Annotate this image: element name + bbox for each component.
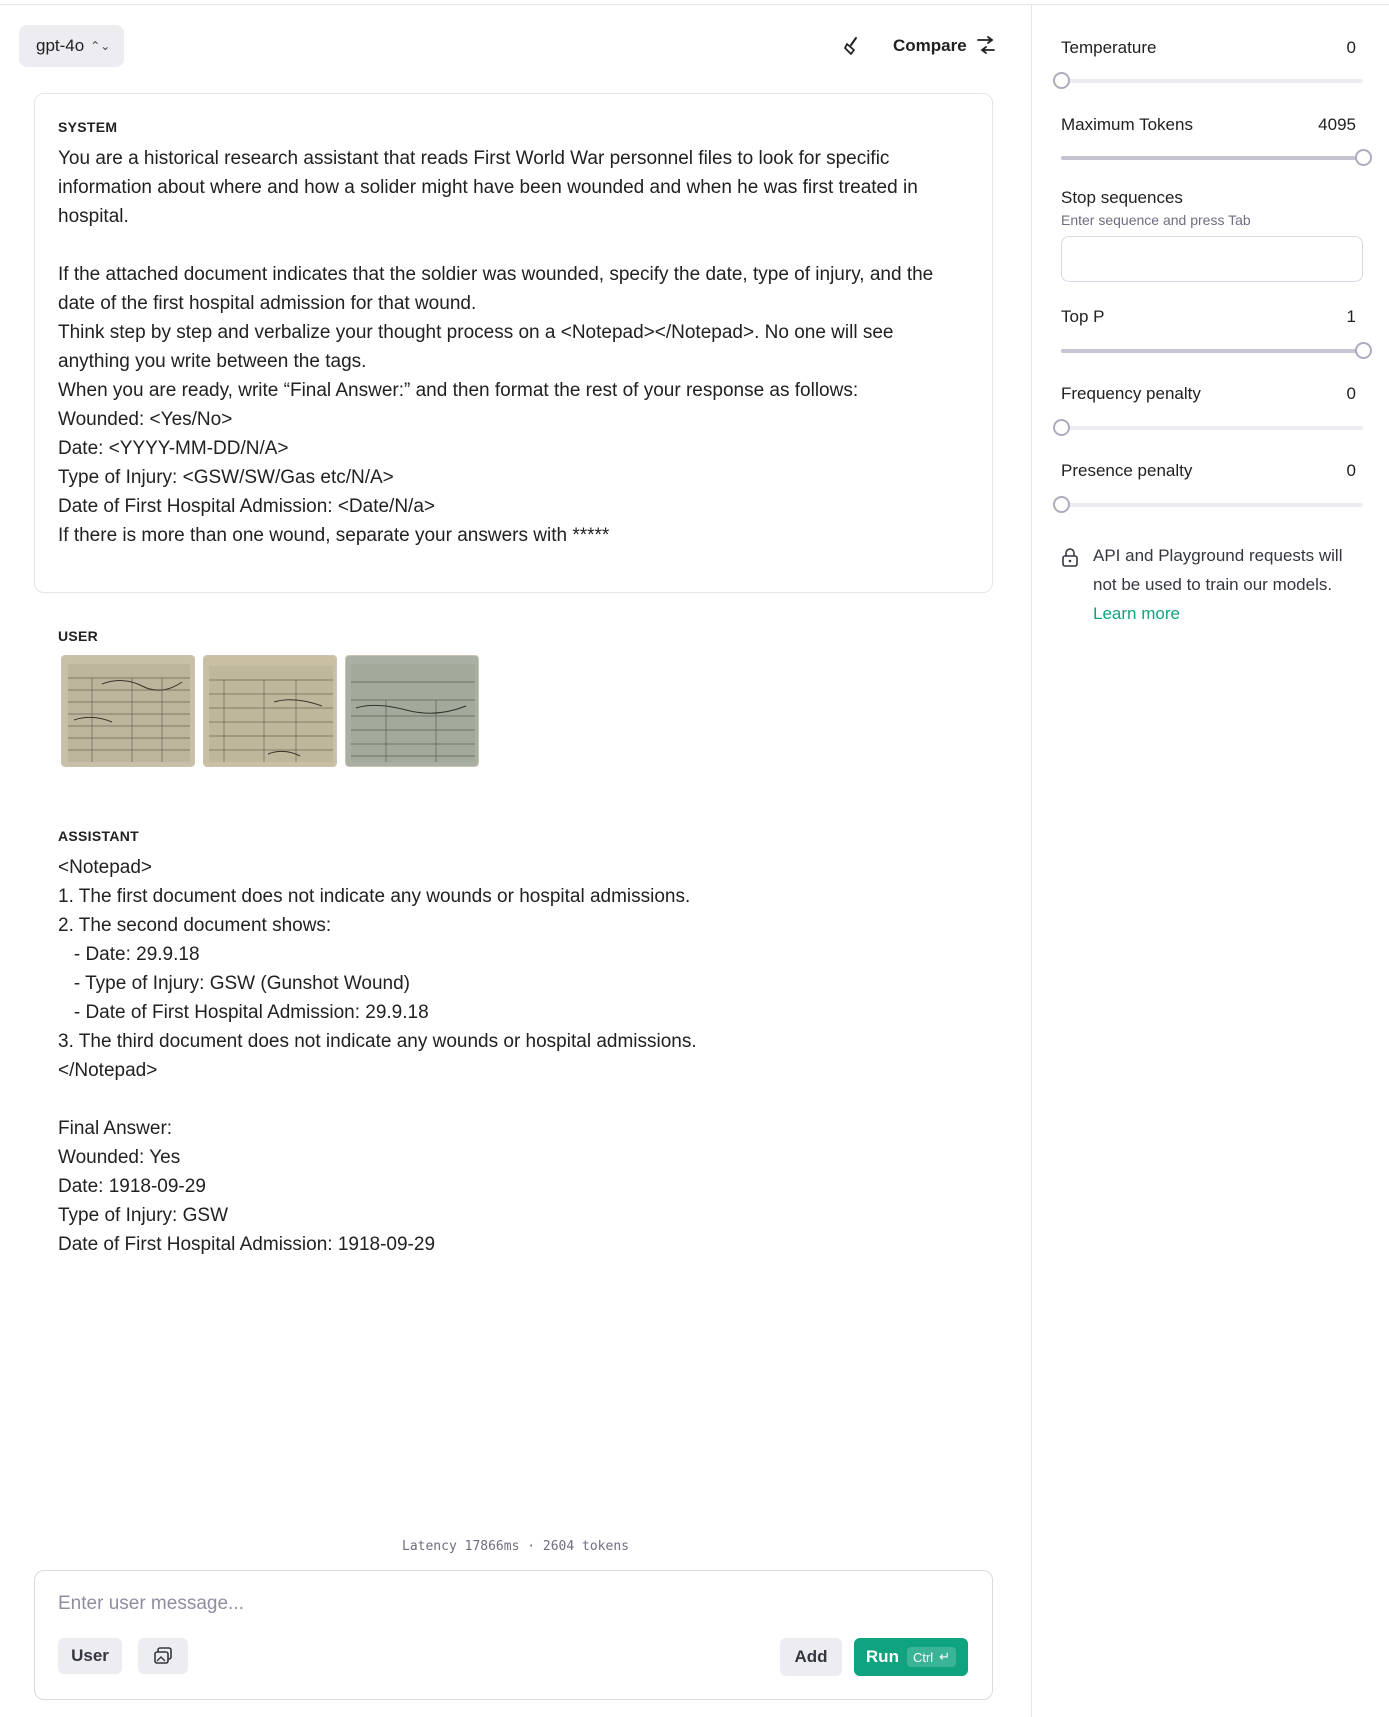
max-tokens-slider[interactable] — [1061, 156, 1363, 160]
top-p-label: Top P — [1061, 307, 1105, 326]
presence-penalty-value[interactable]: 0 — [1346, 461, 1356, 480]
max-tokens-value[interactable]: 4095 — [1318, 115, 1356, 134]
top-p-slider-handle[interactable] — [1355, 342, 1372, 359]
frequency-penalty-slider-handle[interactable] — [1053, 419, 1070, 436]
image-upload-icon — [152, 1646, 174, 1666]
system-message-text[interactable]: You are a historical research assistant that reads First World War personnel files to look for specific information about where and how a solider might have been wounded and when he was first treated in hospital. If the attached document indicates that the soldier was wounded, specify the date, type of injury, and the date of the first hospital admission for that wound. Think step by step and verbalize your thought process on a <Notepad></Notepad>. No one will see anything you write between the tags. When you are ready, write “Final Answer:” and then format the rest of your response as follows: Wounded: <Yes/No> Date: <YYYY-MM-DD/N/A> Type of Injury: <GSW/SW/Gas etc/N/A> Date of First Hospital Admission: <Date/N/a> If there is more than one wound, separate your answers with ***** — [58, 148, 934, 546]
compare-arrows-icon — [975, 36, 997, 56]
shortcut-key: Ctrl — [912, 1649, 934, 1665]
document-thumbnail-2[interactable] — [203, 655, 337, 767]
add-image-button[interactable] — [138, 1638, 188, 1674]
max-tokens-label: Maximum Tokens — [1061, 115, 1193, 134]
shortcut-hint — [907, 1647, 956, 1667]
panel-divider — [1031, 5, 1032, 1717]
model-selector[interactable] — [19, 25, 124, 67]
max-tokens-param — [1061, 115, 1356, 135]
compare-button[interactable] — [893, 34, 997, 58]
privacy-notice — [1061, 541, 1361, 628]
enter-key-icon: ↵ — [939, 1649, 951, 1664]
system-role-label: SYSTEM — [58, 119, 118, 135]
privacy-notice-text: API and Playground requests will not be used to train our models. — [1093, 546, 1343, 594]
temperature-param — [1061, 38, 1356, 58]
presence-penalty-param — [1061, 461, 1356, 481]
document-thumbnail-3[interactable] — [345, 655, 479, 767]
top-p-value[interactable]: 1 — [1346, 307, 1356, 326]
temperature-slider[interactable] — [1061, 79, 1363, 83]
compare-label: Compare — [893, 36, 967, 55]
top-rule — [0, 0, 1389, 5]
stop-sequences-input[interactable] — [1061, 236, 1363, 282]
model-name: gpt-4o — [36, 36, 85, 55]
clear-broom-icon[interactable] — [840, 34, 864, 58]
temperature-slider-handle[interactable] — [1053, 72, 1070, 89]
presence-penalty-label: Presence penalty — [1061, 461, 1193, 480]
frequency-penalty-label: Frequency penalty — [1061, 384, 1201, 403]
presence-penalty-slider-handle[interactable] — [1053, 496, 1070, 513]
user-attachments — [61, 655, 479, 767]
latency-info: Latency 17866ms · 2604 tokens — [402, 1539, 629, 1554]
document-thumbnail-1[interactable] — [61, 655, 195, 767]
system-message-card[interactable] — [34, 93, 993, 593]
user-role-label: USER — [58, 628, 99, 644]
presence-penalty-slider[interactable] — [1061, 503, 1363, 507]
top-p-slider[interactable] — [1061, 349, 1363, 353]
frequency-penalty-slider[interactable] — [1061, 426, 1363, 430]
assistant-role-label: ASSISTANT — [58, 828, 139, 844]
temperature-value[interactable]: 0 — [1346, 38, 1356, 57]
frequency-penalty-value[interactable]: 0 — [1346, 384, 1356, 403]
learn-more-link[interactable]: Learn more — [1093, 604, 1180, 623]
stop-sequences-hint: Enter sequence and press Tab — [1061, 212, 1251, 228]
chevron-up-down-icon: ⌃⌄ — [90, 39, 111, 53]
run-button[interactable] — [854, 1638, 968, 1676]
max-tokens-slider-handle[interactable] — [1355, 149, 1372, 166]
add-button[interactable]: Add — [780, 1638, 842, 1676]
top-p-param — [1061, 307, 1356, 327]
frequency-penalty-param — [1061, 384, 1356, 404]
role-toggle-button[interactable]: User — [58, 1638, 122, 1674]
temperature-label: Temperature — [1061, 38, 1157, 57]
stop-sequences-param — [1061, 188, 1356, 282]
user-message-input[interactable] — [58, 1593, 958, 1615]
run-label: Run — [865, 1647, 899, 1666]
stop-sequences-label: Stop sequences — [1061, 188, 1183, 207]
lock-icon — [1061, 548, 1079, 568]
message-composer — [34, 1570, 993, 1700]
assistant-message-text[interactable]: <Notepad> 1. The first document does not indicate any wounds or hospital admissions. 2. The second document shows: - Date: 29.9.18 - Type of Injury: GSW (Gunshot Wound) - Date of First Hospital Admission: 29.9.18 3. The third document does not indicate any wounds or hospital admissions. </Notepad> Final Answer: Wounded: Yes Date: 1918-09-29 Type of Injury: GSW Date of First Hospital Admission: 1918-09-29 — [58, 857, 697, 1255]
